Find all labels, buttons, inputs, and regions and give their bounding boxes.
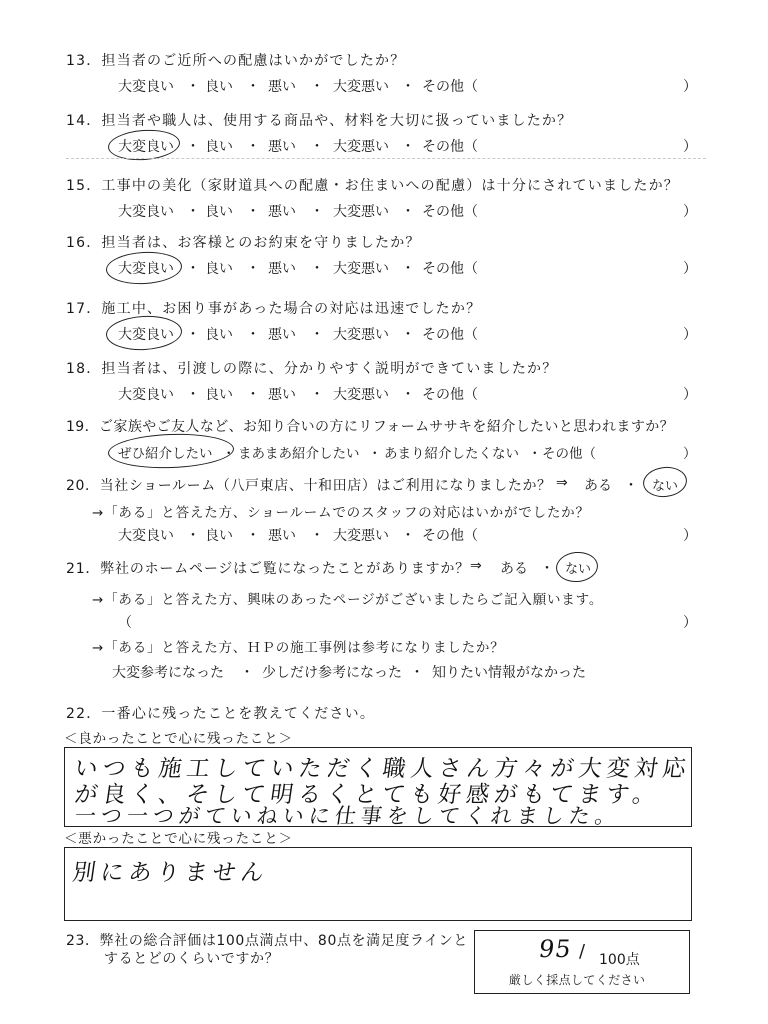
option-somewhat-recommend[interactable]: まあまあ紹介したい bbox=[238, 446, 360, 462]
option-very-good[interactable]: 大変良い bbox=[118, 261, 174, 277]
separator-dot: ・ bbox=[186, 327, 200, 343]
option-good[interactable]: 良い bbox=[205, 139, 233, 155]
separator-dot: ・ bbox=[401, 387, 415, 403]
question-20-label: 20．当社ショールーム（八戸東店、十和田店）はご利用になりましたか？ bbox=[66, 478, 552, 494]
separator-dot: ・ bbox=[310, 387, 324, 403]
separator-dot: ・ bbox=[624, 478, 638, 494]
question-15-options bbox=[0, 201, 768, 221]
option-yes[interactable]: ある bbox=[584, 478, 612, 494]
separator-dot: ・ bbox=[186, 528, 200, 544]
option-very-bad[interactable]: 大変悪い bbox=[333, 79, 389, 95]
score-box[interactable] bbox=[474, 930, 690, 994]
question-18-options bbox=[0, 384, 768, 404]
score-max: 100点 bbox=[599, 952, 640, 968]
separator-dot: ・ bbox=[401, 139, 415, 155]
option-bad[interactable]: 悪い bbox=[268, 261, 296, 277]
question-19-label: 19．ご家族やご友人など、お知り合いの方にリフォームササキを紹介したいと思われますか？ bbox=[66, 419, 675, 435]
separator-dot: ・ bbox=[310, 327, 324, 343]
selected-answer-circle bbox=[555, 550, 599, 584]
handwritten-line: が良く、そして明るくとても好感がもてます。 bbox=[72, 782, 663, 808]
separator-dot: ・ bbox=[540, 561, 554, 577]
option-very-good[interactable]: 大変良い bbox=[118, 139, 174, 155]
separator-dot: ・ bbox=[401, 79, 415, 95]
question-13-label: 13．担当者のご近所への配慮はいかがでしたか？ bbox=[66, 53, 406, 69]
option-very-bad[interactable]: 大変悪い bbox=[333, 204, 389, 220]
good-memory-label: ＜良かったことで心に残ったこと＞ bbox=[64, 731, 293, 747]
separator-dot: ・ bbox=[186, 79, 200, 95]
question-21-label: 21．弊社のホームページはご覧になったことがありますか？ bbox=[66, 561, 470, 577]
option-very-good[interactable]: 大変良い bbox=[118, 327, 174, 343]
question-15-label: 15．工事中の美化（家財道具への配慮・お住まいへの配慮）は十分にされていましたか？ bbox=[66, 178, 680, 194]
separator-dot: ・ bbox=[246, 327, 260, 343]
handwritten-line: 一つ一つがていねいに仕事をしてくれました。 bbox=[73, 804, 623, 828]
option-other[interactable]: その他（ bbox=[422, 139, 478, 155]
selected-answer-circle bbox=[105, 314, 183, 352]
separator-dot: ・ bbox=[246, 261, 260, 277]
option-very-bad[interactable]: 大変悪い bbox=[333, 139, 389, 155]
separator-dot: ・ bbox=[186, 387, 200, 403]
option-slightly-helpful[interactable]: 少しだけ参考になった bbox=[262, 665, 402, 681]
separator-dot: ・ bbox=[240, 665, 254, 681]
question-16-label: 16．担当者は、お客様とのお約束を守りましたか？ bbox=[66, 235, 421, 251]
question-18-label: 18．担当者は、引渡しの際に、分かりやすく説明ができていましたか？ bbox=[66, 361, 558, 377]
option-good[interactable]: 良い bbox=[205, 387, 233, 403]
option-very-good[interactable]: 大変良い bbox=[118, 204, 174, 220]
option-not-helpful[interactable]: 知りたい情報がなかった bbox=[432, 665, 586, 681]
separator-dot: ・ bbox=[186, 261, 200, 277]
other-close-paren: ） bbox=[683, 139, 697, 155]
separator-dot: ・ bbox=[310, 261, 324, 277]
other-close-paren: ） bbox=[683, 387, 697, 403]
option-bad[interactable]: 悪い bbox=[268, 387, 296, 403]
option-very-good[interactable]: 大変良い bbox=[118, 387, 174, 403]
separator-dot: ・ bbox=[368, 446, 382, 462]
separator-dot: ・ bbox=[310, 79, 324, 95]
good-memory-answer-box[interactable] bbox=[64, 747, 692, 827]
separator-dot: ・ bbox=[401, 204, 415, 220]
option-good[interactable]: 良い bbox=[205, 528, 233, 544]
other-close-paren: ） bbox=[683, 327, 697, 343]
separator-dot: ・ bbox=[222, 446, 236, 462]
score-note: 厳しく採点してください bbox=[509, 973, 646, 987]
separator-dot: ・ bbox=[246, 139, 260, 155]
question-23-label-line-2: するとどのくらいですか？ bbox=[104, 951, 280, 967]
handwritten-line: いつも施工していただく職人さん方々が大変対応 bbox=[72, 756, 693, 782]
bad-memory-answer-box[interactable] bbox=[64, 847, 692, 921]
question-20-followup: →「ある」と答えた方、ショールームでのスタッフの対応はいかがでしたか？ bbox=[92, 505, 590, 521]
arrow-icon: ⇒ bbox=[470, 558, 482, 574]
other-close-paren: ） bbox=[683, 261, 697, 277]
option-no[interactable]: ない bbox=[652, 479, 679, 494]
selected-answer-circle bbox=[642, 465, 689, 499]
question-23-label-line-1: 23．弊社の総合評価は100点満点中、80点を満足度ラインと bbox=[66, 933, 468, 949]
option-definitely-recommend[interactable]: ぜひ紹介したい bbox=[118, 446, 213, 462]
separator-dot: ・ bbox=[310, 204, 324, 220]
handwritten-score: 95 bbox=[537, 935, 574, 963]
option-other[interactable]: その他（ bbox=[422, 528, 478, 544]
separator-dot: ・ bbox=[186, 204, 200, 220]
question-21-options bbox=[0, 662, 768, 682]
option-other[interactable]: その他（ bbox=[422, 261, 478, 277]
option-very-bad[interactable]: 大変悪い bbox=[333, 387, 389, 403]
option-other[interactable]: その他（ bbox=[422, 327, 478, 343]
other-close-paren: ） bbox=[683, 79, 697, 95]
option-bad[interactable]: 悪い bbox=[268, 528, 296, 544]
option-bad[interactable]: 悪い bbox=[268, 79, 296, 95]
dashed-divider bbox=[66, 158, 706, 159]
option-bad[interactable]: 悪い bbox=[268, 327, 296, 343]
separator-dot: ・ bbox=[310, 139, 324, 155]
option-rather-not-recommend[interactable]: あまり紹介したくない bbox=[384, 446, 519, 462]
other-close-paren: ） bbox=[683, 528, 697, 544]
option-good[interactable]: 良い bbox=[205, 204, 233, 220]
question-17-label: 17．施工中、お困り事があった場合の対応は迅速でしたか？ bbox=[66, 301, 482, 317]
separator-dot: ・ bbox=[246, 204, 260, 220]
option-bad[interactable]: 悪い bbox=[268, 139, 296, 155]
question-22-label: 22．一番心に残ったことを教えてください。 bbox=[66, 706, 376, 722]
separator-dot: ・ bbox=[410, 665, 424, 681]
selected-answer-circle bbox=[107, 432, 234, 470]
question-13-options bbox=[0, 76, 768, 96]
option-very-bad[interactable]: 大変悪い bbox=[333, 261, 389, 277]
option-very-helpful[interactable]: 大変参考になった bbox=[112, 665, 224, 681]
option-other[interactable]: その他（ bbox=[422, 204, 478, 220]
separator-dot: ・ bbox=[528, 446, 542, 462]
other-close-paren: ） bbox=[683, 204, 697, 220]
option-other[interactable]: その他（ bbox=[422, 387, 478, 403]
option-very-good[interactable]: 大変良い bbox=[118, 79, 174, 95]
option-other[interactable]: その他（ bbox=[542, 446, 596, 462]
option-very-bad[interactable]: 大変悪い bbox=[333, 327, 389, 343]
close-paren: ） bbox=[683, 615, 697, 631]
question-14-label: 14．担当者や職人は、使用する商品や、材料を大切に扱っていましたか？ bbox=[66, 113, 573, 129]
option-good[interactable]: 良い bbox=[205, 79, 233, 95]
separator-dot: ・ bbox=[401, 261, 415, 277]
handwritten-answer: 別にありません bbox=[70, 860, 271, 886]
bad-memory-label: ＜悪かったことで心に残ったこと＞ bbox=[64, 831, 293, 847]
open-paren: （ bbox=[118, 615, 132, 631]
option-other[interactable]: その他（ bbox=[422, 79, 478, 95]
option-very-bad[interactable]: 大変悪い bbox=[333, 528, 389, 544]
arrow-icon: ⇒ bbox=[556, 475, 568, 491]
separator-dot: ・ bbox=[246, 79, 260, 95]
option-bad[interactable]: 悪い bbox=[268, 204, 296, 220]
separator-dot: ・ bbox=[246, 528, 260, 544]
score-slash: / bbox=[579, 941, 586, 962]
option-good[interactable]: 良い bbox=[205, 327, 233, 343]
question-20-options bbox=[0, 525, 768, 545]
question-21-followup-2: →「ある」と答えた方、ＨＰの施工事例は参考になりましたか？ bbox=[92, 640, 505, 656]
option-good[interactable]: 良い bbox=[205, 261, 233, 277]
separator-dot: ・ bbox=[401, 528, 415, 544]
separator-dot: ・ bbox=[246, 387, 260, 403]
selected-answer-circle bbox=[105, 250, 183, 286]
other-close-paren: ） bbox=[683, 446, 697, 462]
separator-dot: ・ bbox=[186, 139, 200, 155]
separator-dot: ・ bbox=[310, 528, 324, 544]
option-no[interactable]: ない bbox=[565, 562, 592, 577]
option-yes[interactable]: ある bbox=[500, 561, 528, 577]
question-21-followup-1: →「ある」と答えた方、興味のあったページがございましたらご記入願います。 bbox=[92, 592, 604, 608]
separator-dot: ・ bbox=[401, 327, 415, 343]
option-very-good[interactable]: 大変良い bbox=[118, 528, 174, 544]
